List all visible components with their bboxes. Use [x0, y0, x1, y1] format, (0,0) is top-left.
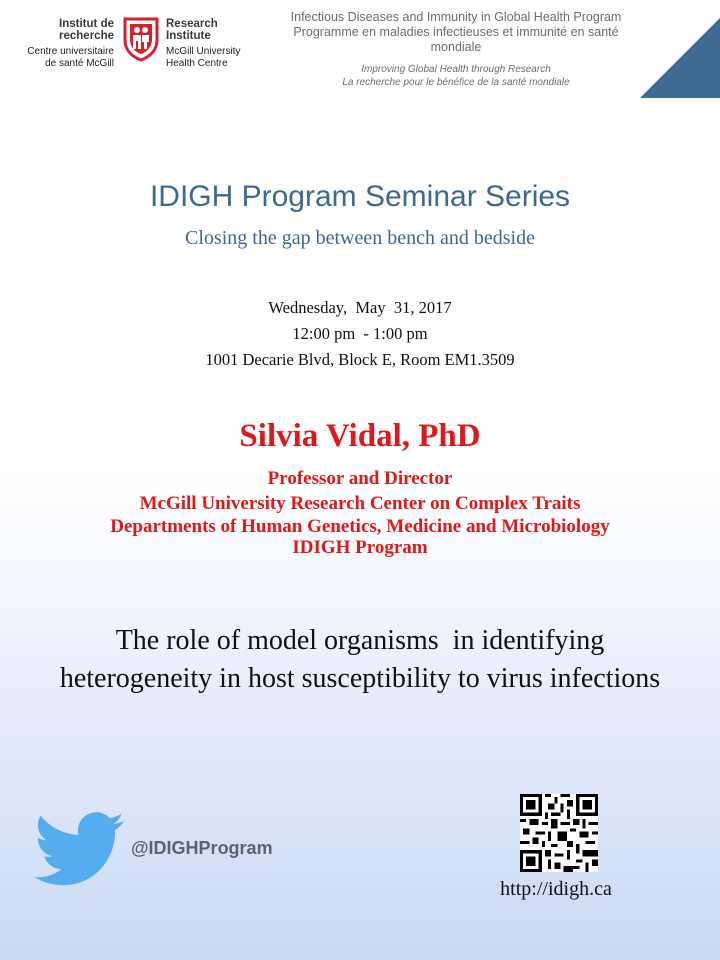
program-name-en: Infectious Diseases and Immunity in Global Health Program	[290, 10, 622, 24]
twitter-handle[interactable]: @IDIGHProgram	[131, 838, 273, 858]
program-banner	[270, 10, 642, 89]
corner-triangle-decoration	[640, 18, 720, 98]
header	[0, 0, 720, 100]
program-tagline-en: Improving Global Health through Research	[361, 64, 551, 75]
event-details	[0, 295, 720, 373]
speaker-affiliation-3: IDIGH Program	[292, 537, 428, 558]
twitter-bird-icon[interactable]	[34, 812, 126, 890]
logo-fr-line2: recherche	[59, 30, 114, 42]
crest-logo-icon	[122, 16, 160, 62]
speaker-name: Silvia Vidal, PhD	[239, 418, 481, 454]
speaker-affiliation-1: McGill University Research Center on Complex Traits	[139, 493, 581, 514]
logo-en-line1: Research	[166, 18, 218, 30]
talk-title-line2: heterogeneity in host susceptibility to virus infections	[59, 663, 661, 694]
logo-english	[166, 18, 276, 70]
event-location: 1001 Decarie Blvd, Block E, Room EM1.3509	[205, 350, 515, 369]
logo-french	[14, 18, 114, 70]
seminar-title: IDIGH Program Seminar Series	[149, 180, 571, 213]
event-date: Wednesday, May 31, 2017	[268, 298, 452, 317]
speaker-affiliation-2: Departments of Human Genetics, Medicine and Microbiology	[110, 516, 610, 537]
qr-code-icon	[520, 794, 598, 872]
event-time: 12:00 pm - 1:00 pm	[292, 324, 428, 343]
website-link[interactable]: http://idigh.ca	[500, 878, 612, 900]
logo-fr-line3: Centre universitaire	[27, 46, 114, 57]
speaker-details	[0, 466, 720, 559]
talk-title-line1: The role of model organisms in identifying	[115, 625, 605, 656]
program-name-fr: Programme en maladies infectieuses et immunité en santé mondiale	[293, 25, 619, 54]
logo-fr-line4: de santé McGill	[45, 58, 114, 69]
logo-en-line2: Institute	[166, 30, 211, 42]
talk-title	[0, 622, 720, 698]
speaker-title: Professor and Director	[267, 468, 453, 489]
logo-fr-line1: Institut de	[59, 18, 114, 30]
program-tagline-fr: La recherche pour le bénéfice de la santé mondiale	[342, 77, 570, 88]
logo-en-line3: McGill University	[166, 46, 241, 57]
seminar-subtitle: Closing the gap between bench and bedside	[185, 227, 535, 249]
logo-en-line4: Health Centre	[166, 58, 228, 69]
